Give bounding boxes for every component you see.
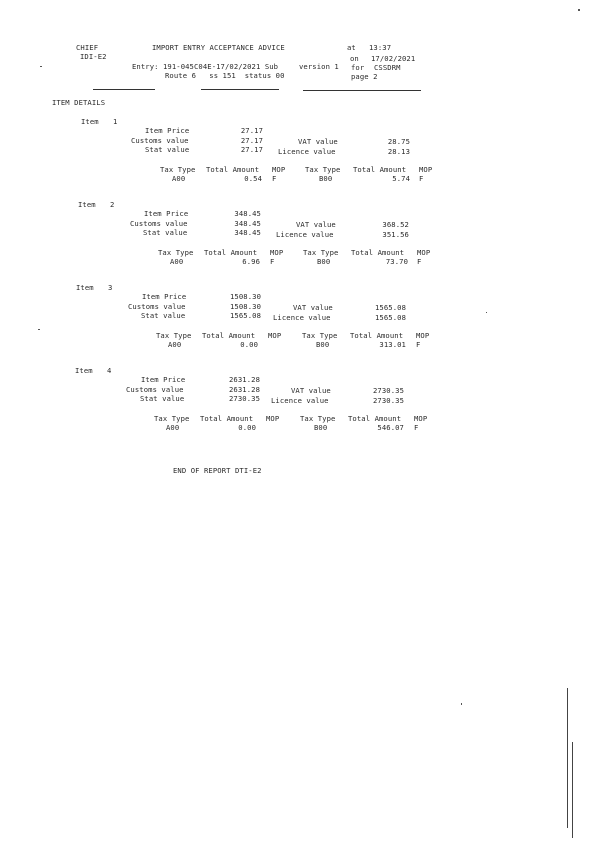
header-rule [303,90,421,91]
item-label: Item [76,283,94,292]
route-status: Route 6 ss 151 status 00 [165,71,285,80]
customs-value-label: Customs value [126,385,184,394]
for-value: CSSDRM [374,63,401,72]
item-price-value: 2631.28 [229,375,260,384]
tax2-amount: 546.07 [377,423,404,432]
stat-value-label: Stat value [140,394,185,403]
version-label: version 1 [299,62,339,71]
tax2-type: B00 [316,340,330,349]
tax1-amount: 0.00 [240,340,258,349]
item-price-label: Item Price [142,292,187,301]
scan-speck [40,66,42,67]
vat-value: 1565.08 [375,303,406,312]
item-label: Item [78,200,96,209]
tax2-type: B00 [314,423,328,432]
end-of-report: END OF REPORT DTI-E2 [173,466,262,475]
mop-header: MOP [268,331,282,340]
stat-value: 2730.35 [229,394,260,403]
licence-value: 1565.08 [375,313,406,322]
customs-value: 2631.28 [229,385,260,394]
vat-value-label: VAT value [298,137,338,146]
tax-type-header: Tax Type [156,331,192,340]
on-label: on [350,54,359,63]
item-label: Item [75,366,93,375]
vat-value-label: VAT value [291,386,331,395]
customs-value: 1508.30 [230,302,261,311]
stat-value-label: Stat value [145,145,190,154]
scan-edge-line [572,742,573,838]
item-price-label: Item Price [141,375,186,384]
item-number: 4 [107,366,112,375]
item-label: Item [81,117,99,126]
total-amount-header: Total Amount [350,331,404,340]
licence-value-label: Licence value [278,147,336,156]
tax1-type: A00 [172,174,186,183]
time-value: 13:37 [369,43,392,52]
tax-type-header: Tax Type [158,248,194,257]
customs-value-label: Customs value [128,302,186,311]
for-label: for [351,63,365,72]
report-code: IDI-E2 [80,52,107,61]
customs-value-label: Customs value [130,219,188,228]
item-price-value: 348.45 [234,209,261,218]
vat-value: 2730.35 [373,386,404,395]
header-rule [93,89,155,90]
tax1-amount: 0.00 [238,423,256,432]
stat-value-label: Stat value [143,228,188,237]
tax1-mop: F [272,174,277,183]
tax-type-header: Tax Type [302,331,338,340]
total-amount-header: Total Amount [353,165,407,174]
item-price-label: Item Price [145,126,190,135]
tax2-mop: F [419,174,424,183]
total-amount-header: Total Amount [206,165,260,174]
tax-type-header: Tax Type [154,414,190,423]
tax1-mop: F [270,257,275,266]
tax2-mop: F [414,423,419,432]
tax1-type: A00 [166,423,180,432]
tax-type-header: Tax Type [305,165,341,174]
licence-value-label: Licence value [271,396,329,405]
stat-value: 1565.08 [230,311,261,320]
item-price-value: 27.17 [240,126,263,135]
mop-header: MOP [419,165,433,174]
item-number: 1 [113,117,118,126]
total-amount-header: Total Amount [202,331,256,340]
vat-value-label: VAT value [293,303,333,312]
customs-value: 27.17 [240,136,263,145]
tax2-mop: F [416,340,421,349]
tax1-type: A00 [168,340,182,349]
total-amount-header: Total Amount [351,248,405,257]
scan-speck [486,312,487,313]
tax2-amount: 5.74 [392,174,410,183]
item-number: 2 [110,200,115,209]
scan-edge-line [567,688,568,828]
customs-value: 348.45 [234,219,261,228]
tax2-amount: 73.70 [385,257,408,266]
scan-speck [461,703,462,705]
entry-line: Entry: 191-045C04E-17/02/2021 Sub [132,62,279,71]
licence-value-label: Licence value [273,313,331,322]
header-rule [201,89,279,90]
licence-value: 2730.35 [373,396,404,405]
item-price-label: Item Price [144,209,189,218]
customs-value-label: Customs value [131,136,189,145]
mop-header: MOP [417,248,431,257]
tax-type-header: Tax Type [300,414,336,423]
vat-value: 28.75 [387,137,410,146]
date-value: 17/02/2021 [371,54,416,63]
tax1-amount: 0.54 [244,174,262,183]
licence-value: 351.56 [382,230,409,239]
licence-value: 28.13 [387,147,410,156]
tax2-type: B00 [319,174,333,183]
tax-type-header: Tax Type [303,248,339,257]
mop-header: MOP [416,331,430,340]
stat-value: 348.45 [234,228,261,237]
tax2-mop: F [417,257,422,266]
mop-header: MOP [270,248,284,257]
vat-value: 368.52 [382,220,409,229]
total-amount-header: Total Amount [348,414,402,423]
scan-speck [578,9,580,11]
tax1-type: A00 [170,257,184,266]
system-name: CHIEF [76,43,99,52]
licence-value-label: Licence value [276,230,334,239]
mop-header: MOP [272,165,286,174]
tax1-amount: 6.96 [242,257,260,266]
section-title: ITEM DETAILS [52,98,106,107]
total-amount-header: Total Amount [204,248,258,257]
mop-header: MOP [414,414,428,423]
stat-value-label: Stat value [141,311,186,320]
at-label: at [347,43,356,52]
item-price-value: 1508.30 [230,292,261,301]
total-amount-header: Total Amount [200,414,254,423]
mop-header: MOP [266,414,280,423]
scan-speck [38,329,40,330]
page-number: page 2 [351,72,378,81]
tax2-type: B00 [317,257,331,266]
report-title: IMPORT ENTRY ACCEPTANCE ADVICE [152,43,285,52]
tax-type-header: Tax Type [160,165,196,174]
vat-value-label: VAT value [296,220,336,229]
item-number: 3 [108,283,113,292]
tax2-amount: 313.01 [379,340,406,349]
stat-value: 27.17 [240,145,263,154]
